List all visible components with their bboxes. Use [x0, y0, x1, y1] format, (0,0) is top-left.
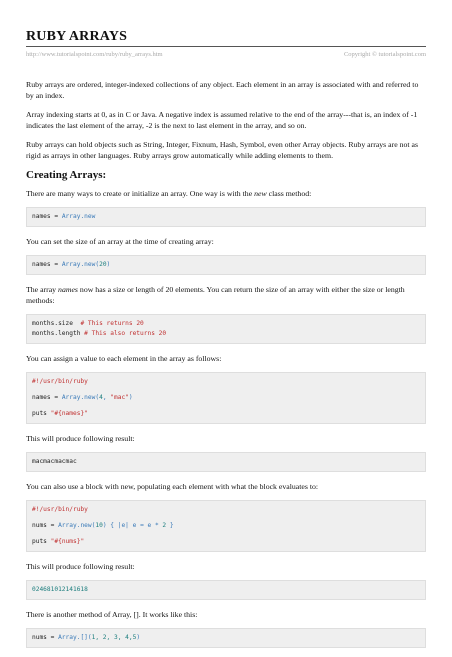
size-paragraph: You can set the size of an array at the time of creating array:	[26, 237, 214, 246]
code-token: .[](	[76, 634, 92, 641]
code-token: .new(	[76, 522, 96, 529]
code-token: 20	[99, 261, 107, 268]
output-block-1: macmacmacmac	[26, 452, 426, 472]
result-paragraph-2: This will produce following result:	[26, 562, 135, 571]
text-span: now has a size or length of 20 elements. You can return the size of an array with either the size or length methods:	[26, 285, 405, 305]
code-token: Array	[61, 213, 81, 220]
article-body	[26, 79, 426, 657]
code-token: 10	[95, 522, 103, 529]
code-token: 1, 2, 3, 4,5	[91, 634, 137, 641]
code-token: nums =	[32, 522, 59, 529]
code-token: Array	[58, 634, 77, 641]
code-token: ) { |e| e = e *	[102, 522, 163, 529]
intro-paragraph-3: Ruby arrays can hold objects such as String, Integer, Fixnum, Hash, Symbol, even other Array objects. Ruby arrays are not as rigid as arrays in other languages. Ruby arrays grow automatically while adding elements to them.	[26, 140, 419, 160]
code-shebang: #!/usr/bin/ruby	[32, 506, 88, 513]
code-token: Array	[61, 261, 81, 268]
another-method-paragraph: There is another method of Array, []. It works like this:	[26, 610, 198, 619]
text-span: The array	[26, 285, 59, 294]
code-token: 2	[162, 522, 167, 529]
code-token: )	[106, 261, 111, 268]
copyright-notice: Copyright © tutorialspoint.com	[343, 51, 426, 58]
assign-paragraph: You can assign a value to each element in the array as follows:	[26, 354, 222, 363]
output-block-2: 024681012141618	[26, 580, 426, 600]
intro-paragraph-2: Array indexing starts at 0, as in C or Java. A negative index is assumed relative to the end of the array---that is, an index of -1 indicates the last element of the array, -2 is the next to last element in the array, and so on.	[26, 110, 418, 130]
code-block-new	[26, 207, 426, 227]
code-token: .new(	[80, 394, 100, 401]
code-token: 4	[99, 394, 103, 401]
result-paragraph-1: This will produce following result:	[26, 434, 135, 443]
code-block-assign	[26, 372, 426, 424]
code-token: puts	[32, 538, 51, 545]
intro-paragraph-1: Ruby arrays are ordered, integer-indexed collections of any object. Each element in an array is associated with and referred to by an index.	[26, 80, 419, 100]
code-token: months.size	[32, 320, 81, 327]
title-divider	[26, 46, 426, 47]
code-token: names =	[32, 213, 62, 220]
emphasis-text: new	[254, 189, 267, 198]
text-span: There are many ways to create or initialize an array. One way is with the	[26, 189, 255, 198]
block-paragraph: You can also use a block with new, populating each element with what the block evaluates to:	[26, 482, 319, 491]
code-string: "mac"	[110, 394, 129, 401]
code-comment: # This returns 20	[80, 320, 144, 327]
page-title: RUBY ARRAYS	[26, 29, 128, 44]
code-token: names =	[32, 394, 62, 401]
code-token: months.length	[32, 330, 85, 337]
code-token: )	[128, 394, 133, 401]
code-token: Array	[61, 394, 81, 401]
code-token: .new(	[80, 261, 100, 268]
code-token: }	[166, 522, 174, 529]
code-token: ,	[102, 394, 111, 401]
code-token: .new	[80, 213, 96, 220]
source-url-link[interactable]: http://www.tutorialspoint.com/ruby/ruby_arrays.htm	[26, 51, 163, 58]
emphasis-text: names	[58, 285, 78, 294]
section-heading: Creating Arrays:	[26, 169, 107, 181]
code-token: Array	[58, 522, 77, 529]
code-block-block	[26, 500, 426, 552]
code-block-length	[26, 314, 426, 344]
code-string: "#{nums}"	[50, 538, 85, 545]
code-token: puts	[32, 410, 51, 417]
names-paragraph	[26, 284, 426, 306]
code-block-size	[26, 255, 426, 275]
text-span: class method:	[266, 189, 312, 198]
code-string: "#{names}"	[50, 410, 88, 417]
code-shebang: #!/usr/bin/ruby	[32, 378, 88, 385]
code-token: nums =	[32, 634, 59, 641]
code-comment: # This also returns 20	[84, 330, 167, 337]
code-token: )	[136, 634, 141, 641]
create-paragraph	[26, 188, 426, 199]
code-block-brackets	[26, 628, 426, 648]
code-token: names =	[32, 261, 62, 268]
